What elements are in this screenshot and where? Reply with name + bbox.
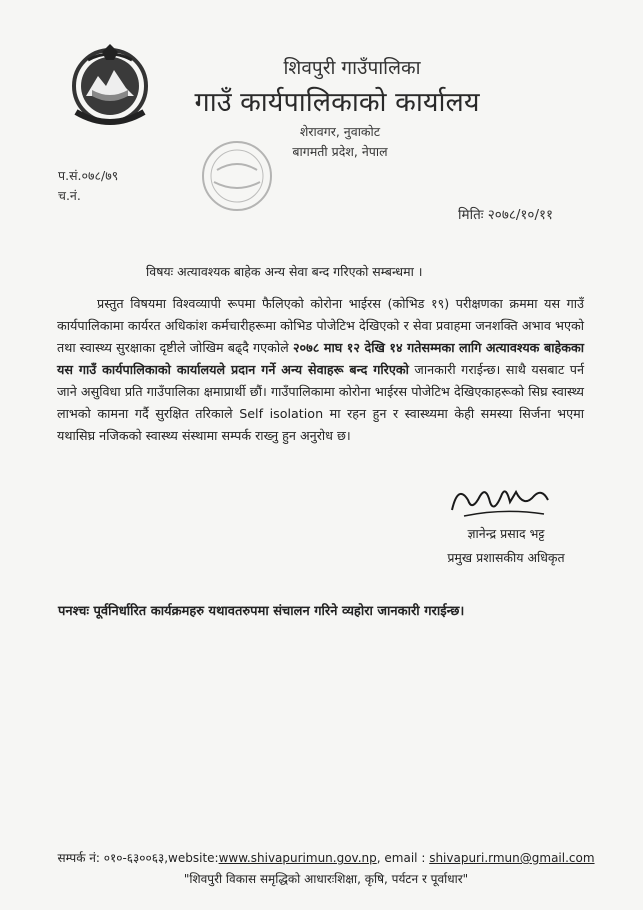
dispatch-number: च.नं. xyxy=(58,188,81,203)
address-line-1: शेरावगर, नुवाकोट xyxy=(299,124,381,139)
signatory-title: प्रमुख प्रशासकीय अधिकृत xyxy=(447,550,565,565)
footer-contact xyxy=(46,849,606,866)
letter-date: मितिः २०७८/१०/११ xyxy=(458,207,554,223)
reference-number: प.सं.०७८/७९ xyxy=(58,168,119,183)
body-text-2: जानकारी गराईन्छ। साथै यसबाट पर्न जाने असुविधा प्रति गाउँपालिका क्षमाप्रार्थी छौं। गाउँपालिकामा कोरोना भाईरस पोजेटिभ देखिएकाहरूको सिघ्र स्वास्थ्य लाभको कामना गर्दै सुरक्षित तरिकाले Self isolation मा रहन हुन र स्वास्थ्यमा केही समस्या सिर्जना भएमा यथासिघ्र नजिकको स्वास्थ्य संस्थामा सम्पर्क राख्नु हुन अनुरोध छ। xyxy=(57,362,585,443)
signatory-name: ज्ञानेन्द्र प्रसाद भट्ट xyxy=(467,526,545,541)
letter-body xyxy=(57,293,584,447)
reference-block xyxy=(58,166,118,206)
nepal-government-emblem-icon xyxy=(68,40,152,126)
postscript: पनश्चः पूर्वनिर्धारित कार्यक्रमहरु यथावतरुपमा संचालन गरिने व्यहोरा जानकारी गराईन्छ। xyxy=(58,604,465,619)
body-text-1: प्रस्तुत विषयमा विश्वव्यापी रूपमा फैलिएको कोरोना भाईरस (कोभिड १९) परीक्षणका क्रममा यस गाउँ कार्यपालिकामा कार्यरत अधिकांश कर्मचारीहरूमा कोभिड पोजेटिभ देखिएको र सेवा प्रवाहमा जनशक्ति अभाव भएको तथा स्वास्थ्य सुरक्षाका दृष्टीले जोखिम बढ्दै गएकोले xyxy=(57,296,584,355)
email-link[interactable]: shivapuri.rmun@gmail.com xyxy=(429,851,595,865)
office-title: गाउँ कार्यपालिकाको कार्यालय xyxy=(194,87,480,118)
footer-motto: "शिवपुरी विकास समृद्धिको आधारःशिक्षा, कृषि, पर्यटन र पूर्वाधार" xyxy=(183,872,469,886)
office-stamp xyxy=(192,136,282,216)
handwritten-signature xyxy=(444,478,554,524)
body-bold-text: २०७८ माघ १२ देखि १४ गतेसम्मका लागि अत्यावश्यक बाहेकका यस गाउँ कार्यपालिकाको कार्यालयले प्रदान गर्ने अन्य सेवाहरू बन्द गरिएको xyxy=(57,340,584,377)
website-link[interactable]: www.shivapurimun.gov.np xyxy=(218,851,377,865)
contact-prefix: सम्पर्क नं: ०१०-६३००६३,website: xyxy=(57,851,219,865)
municipality-name: शिवपुरी गाउँपालिका xyxy=(283,57,421,79)
email-prefix: , email : xyxy=(376,851,430,865)
address-line-2: बागमती प्रदेश, नेपाल xyxy=(292,144,388,159)
subject-line: विषयः अत्यावश्यक बाहेक अन्य सेवा बन्द गरिएको सम्बन्धमा । xyxy=(146,264,423,279)
signatory-block xyxy=(436,522,576,570)
